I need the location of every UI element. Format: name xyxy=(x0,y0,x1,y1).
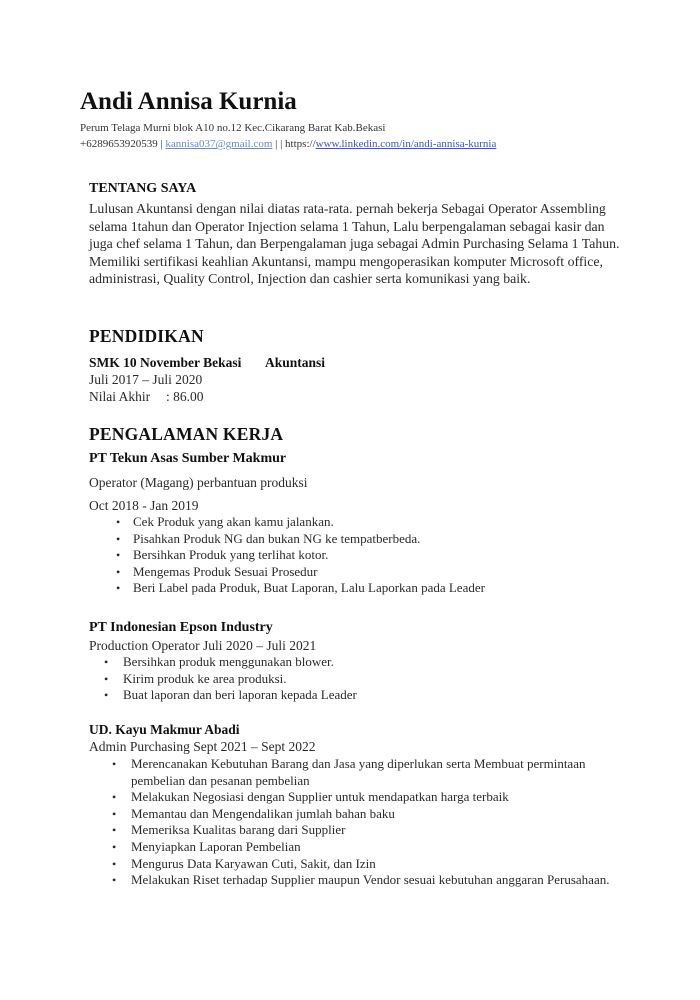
separator: | | https:// xyxy=(272,138,316,150)
job-duties-list xyxy=(100,514,620,597)
bullet-icon: • xyxy=(112,806,117,821)
bullet-icon: • xyxy=(116,515,121,529)
duty-text: Merencanakan Kebutuhan Barang dan Jasa yang diperlukan serta Membuat permintaan pembelian dan pesanan pembelian xyxy=(131,756,586,788)
school-major: Akuntansi xyxy=(265,355,326,370)
list-item xyxy=(88,687,608,704)
address: Perum Telaga Murni blok A10 no.12 Kec.Cikarang Barat Kab.Bekasi xyxy=(80,122,386,134)
duty-text: Buat laporan dan beri laporan kepada Leader xyxy=(123,687,357,703)
about-heading: TENTANG SAYA xyxy=(89,181,197,196)
experience-heading: PENGALAMAN KERJA xyxy=(89,424,284,444)
duty-text: Beri Label pada Produk, Buat Laporan, Lalu Laporkan pada Leader xyxy=(133,580,485,596)
list-item xyxy=(88,839,638,856)
duty-text: Pisahkan Produk NG dan bukan NG ke tempatberbeda. xyxy=(133,530,421,546)
job-company: PT Indonesian Epson Industry xyxy=(89,620,273,635)
list-item xyxy=(100,564,620,581)
job-role: Production Operator Juli 2020 – Juli 2021 xyxy=(89,638,317,653)
education-heading: PENDIDIKAN xyxy=(89,326,204,346)
school-name: SMK 10 November Bekasi xyxy=(89,355,242,370)
job-duties-list xyxy=(88,756,638,889)
job-period: Oct 2018 - Jan 2019 xyxy=(89,498,199,513)
duty-text: Memantau dan Mengendalikan jumlah bahan baku xyxy=(131,805,395,821)
duty-text: Bersihkan produk menggunakan blower. xyxy=(123,654,334,669)
list-item xyxy=(88,856,638,873)
duty-text: Kirim produk ke area produksi. xyxy=(123,670,287,686)
job-role: Operator (Magang) perbantuan produksi xyxy=(89,475,308,490)
contact-line xyxy=(80,138,496,150)
duty-text: Menyiapkan Laporan Pembelian xyxy=(131,838,301,854)
list-item xyxy=(88,671,608,688)
bullet-icon: • xyxy=(112,873,117,888)
list-item xyxy=(88,872,638,889)
separator: | xyxy=(157,138,166,150)
bullet-icon: • xyxy=(112,823,117,838)
grade-value: : 86.00 xyxy=(166,389,204,404)
list-item xyxy=(88,756,638,789)
about-text: Lulusan Akuntansi dengan nilai diatas rata-rata. pernah bekerja Sebagai Operator Assembling selama 1tahun dan Operator Injection selama 1 Tahun, Lalu berpengalaman sebagai kasir dan juga chef selama 1 Tahun, dan Berpengalaman juga sebagai Admin Purchasing Selama 1 Tahun. Memiliki sertifikasi keahlian Akuntansi, mampu mengoperasikan komputer Microsoft office, administrasi, Quality Control, Injection dan cashier serta komunikasi yang baik. xyxy=(89,201,620,287)
bullet-icon: • xyxy=(112,839,117,854)
job-duties-list xyxy=(88,654,608,704)
duty-text: Mengemas Produk Sesuai Prosedur xyxy=(133,563,318,579)
list-item xyxy=(88,822,638,839)
duty-text: Cek Produk yang akan kamu jalankan. xyxy=(133,514,334,529)
email-link[interactable]: kannisa037@gmail.com xyxy=(165,138,273,150)
job-role: Admin Purchasing Sept 2021 – Sept 2022 xyxy=(89,739,316,754)
duty-text: Mengurus Data Karyawan Cuti, Sakit, dan Izin xyxy=(131,855,376,871)
bullet-icon: • xyxy=(104,655,109,669)
list-item xyxy=(100,580,620,597)
bullet-icon: • xyxy=(104,671,109,686)
candidate-name: Andi Annisa Kurnia xyxy=(80,88,297,115)
list-item xyxy=(88,806,638,823)
list-item xyxy=(100,531,620,548)
duty-text: Melakukan Riset terhadap Supplier maupun Vendor sesuai kebutuhan anggaran Perusahaan. xyxy=(131,872,610,888)
duty-text: Memeriksa Kualitas barang dari Supplier xyxy=(131,822,346,838)
bullet-icon: • xyxy=(116,531,121,546)
phone: +6289653920539 xyxy=(80,138,158,150)
bullet-icon: • xyxy=(116,564,121,579)
list-item xyxy=(88,654,608,671)
list-item xyxy=(88,789,638,806)
job-company: UD. Kayu Makmur Abadi xyxy=(89,722,240,737)
list-item xyxy=(100,547,620,564)
bullet-icon: • xyxy=(116,548,121,563)
education-period: Juli 2017 – Juli 2020 xyxy=(89,372,203,387)
bullet-icon: • xyxy=(104,688,109,703)
duty-text: Bersihkan Produk yang terlihat kotor. xyxy=(133,547,329,563)
list-item xyxy=(100,514,620,531)
bullet-icon: • xyxy=(112,790,117,805)
job-company: PT Tekun Asas Sumber Makmur xyxy=(89,451,287,466)
duty-text: Melakukan Negosiasi dengan Supplier untuk mendapatkan harga terbaik xyxy=(131,789,509,805)
grade-label: Nilai Akhir xyxy=(89,389,151,404)
bullet-icon: • xyxy=(112,856,117,871)
bullet-icon: • xyxy=(112,757,117,771)
bullet-icon: • xyxy=(116,581,121,596)
linkedin-link[interactable]: www.linkedin.com/in/andi-annisa-kurnia xyxy=(315,138,497,150)
